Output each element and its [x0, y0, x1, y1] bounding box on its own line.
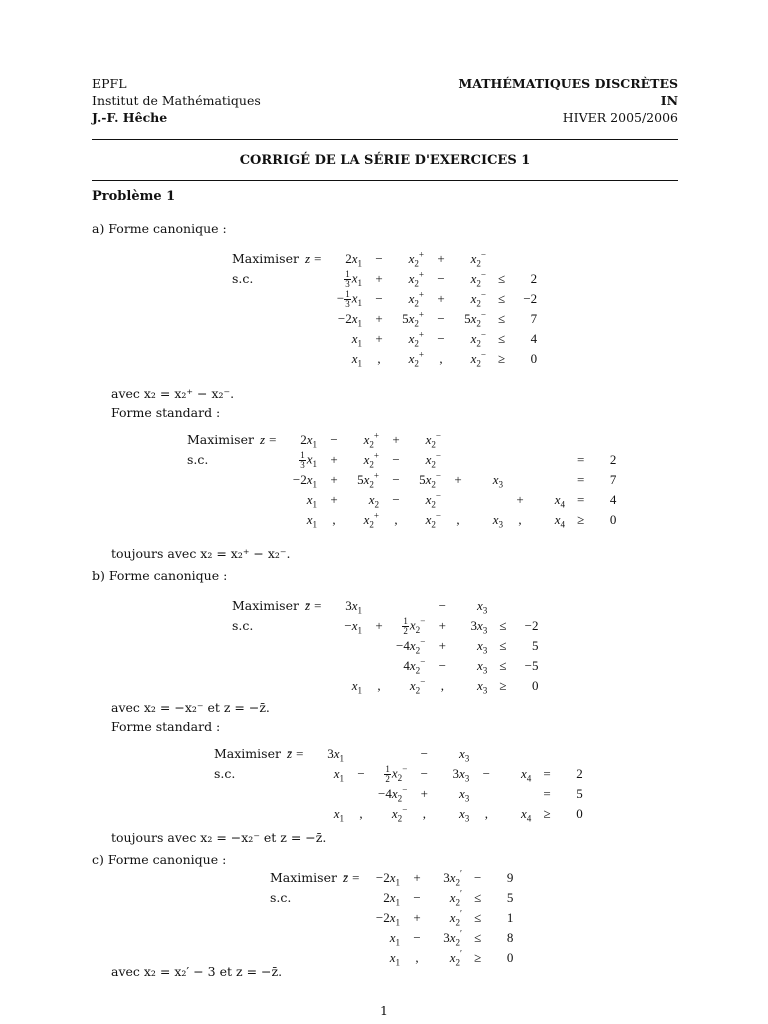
lp-c-canonical: Maximiser z̄ = $-2x_1$ + $3x_2'$ − 9 s.c. $2x_1$ − $x_2'$ ≤ 5 $-2x_1$ + $x_2'$ ≤ 1 $x_1$ − $3x_2'$ ≤ 8 $x_1$ , $x_2'$ ≥ 0 — [270, 868, 514, 968]
header-section: IN — [660, 93, 678, 108]
title-rule — [92, 180, 678, 181]
page-title: CORRIGÉ DE LA SÉRIE D'EXERCICES 1 — [239, 153, 531, 168]
part-b-note-2: toujours avec x₂ = −x₂⁻ et z = −z̄. — [111, 830, 327, 845]
lp-a-standard: Maximiser z = $2x_1$ − $x_2^+$ + $x_2^-$ s.c. $\frac{1}{3}$ $x_1$ + $x_2^+$ − $x_2^-$ = 2 $-2x_1$ + $5x_2^+$ − $5x_2^-$ + $x_3$ = 7 $x_1$ + $x_2$ − $x_2^-$ + $x_4$ = 4 $x_1$ , $x_2^+$ , $x_2^-$ , $x_3$ , $x_4$ ≥ 0 — [187, 430, 617, 530]
part-a-note-1: avec x₂ = x₂⁺ − x₂⁻. — [111, 386, 235, 401]
part-a-standard-label: Forme standard : — [111, 405, 221, 420]
header-author: J.-F. Hêche — [92, 110, 168, 125]
header-course: MATHÉMATIQUES DISCRÈTES — [458, 76, 678, 91]
part-c-note-1: avec x₂ = x₂′ − 3 et z = −z̄. — [111, 964, 283, 979]
header-institution: EPFL — [92, 76, 127, 91]
part-b-note-1: avec x₂ = −x₂⁻ et z = −z̄. — [111, 700, 270, 715]
header-department: Institut de Mathématiques — [92, 93, 261, 108]
lp-b-standard: Maximiser z̄ = $3x_1$ − $x_3$ s.c. $x_1$ − $\frac{1}{2}$ $x_2^-$ − $3x_3$ − $x_4$ = 2 $-4x_2^-$ + $x_3$ = 5 $x_1$ , $x_2^-$ , $x_3$ , $x_4$ ≥ 0 — [214, 746, 583, 824]
part-a-note-2: toujours avec x₂ = x₂⁺ − x₂⁻. — [111, 546, 291, 561]
part-b-standard-label: Forme standard : — [111, 719, 221, 734]
top-rule — [92, 139, 678, 140]
part-b-label: b) Forme canonique : — [92, 568, 228, 583]
lp-b-canonical: Maximiser z̄ = $3x_1$ − $x_3$ s.c. $-x_1$ + $\frac{1}{2}$ $x_2^-$ + $3x_3$ ≤ −2 $-4x_2^-$ + $x_3$ ≤ 5 $4x_2^-$ − $x_3$ ≤ −5 $x_1$ , $x_2^-$ , $x_3$ ≥ 0 — [232, 598, 539, 696]
header-semester: HIVER 2005/2006 — [562, 110, 678, 125]
problem-heading: Problème 1 — [92, 189, 176, 204]
part-c-label: c) Forme canonique : — [92, 852, 227, 867]
page-number: 1 — [380, 1003, 388, 1018]
lp-a-canonical: Maximiser z = $2x_1$ − $x_2^+$ + $x_2^-$ s.c. $\frac{1}{3}$ $x_1$ + $x_2^+$ − $x_2^-$ ≤ 2 − $\frac{1}{3}$ $x_1$ − $x_2^+$ + $x_2^-$ ≤ −2 $-2x_1$ + $5x_2^+$ − $5x_2^-$ ≤ 7 $x_1$ + $x_2^+$ − $x_2^-$ ≤ 4 $x_1$ , $x_2^+$ , $x_2^-$ ≥ 0 — [232, 249, 538, 369]
part-a-label: a) Forme canonique : — [92, 221, 227, 236]
